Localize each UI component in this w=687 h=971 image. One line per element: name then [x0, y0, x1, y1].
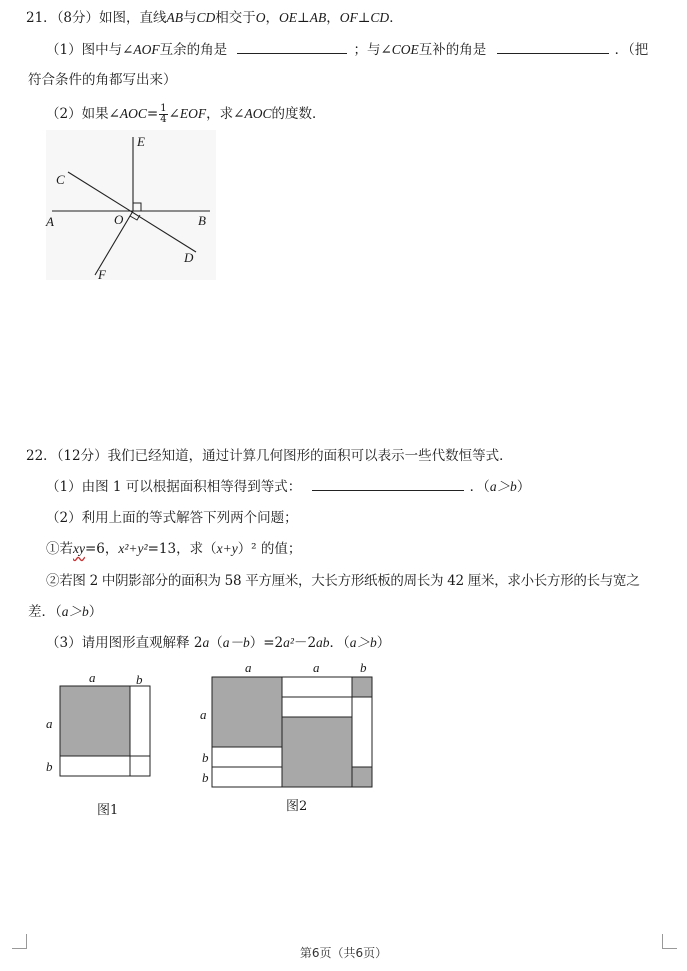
q22-s2-b: ）: [88, 604, 103, 620]
q21-of-cd: OF⊥CD: [339, 10, 390, 25]
fig2-strip-top-2: [282, 697, 352, 717]
q21-p2-aoc: AOC: [119, 106, 147, 121]
fig2-left-b2: b: [202, 770, 209, 785]
q21-fraction-den: 4: [160, 114, 167, 125]
q21-cd: CD: [196, 10, 216, 25]
q22-s2-cond: a＞b: [61, 604, 89, 619]
fig2-left-b1: b: [202, 750, 209, 765]
q22-p3-ab: ab: [316, 635, 330, 650]
q21-oe-ab: OE⊥AB: [279, 10, 327, 25]
q21-ab: AB: [166, 10, 184, 25]
q21-fraction-num: 1: [160, 103, 167, 114]
fig2-top-a1: a: [245, 660, 252, 675]
q22-p3-e: ．（: [329, 635, 350, 651]
fig1-left-a: a: [46, 716, 53, 731]
q21-p1-c: ；与∠: [353, 42, 392, 58]
fig1-top-b: b: [136, 672, 143, 687]
q22-p1-a: （1）由图 1 可以根据面积相等得到等式：: [46, 479, 302, 495]
q21-p2-eq: =: [146, 106, 159, 122]
q22-s1-xy: xy: [73, 541, 85, 556]
q22-p3-a: （3）请用图形直观解释 2: [46, 635, 203, 651]
q21-part1-line2: 符合条件的角都写出来）: [28, 72, 177, 88]
fig2-left-a: a: [200, 707, 207, 722]
fig2-shade-center: [282, 717, 352, 787]
page-footer: 第6页（共6页）: [299, 946, 388, 960]
fig21-label-a: A: [46, 214, 54, 229]
q21-number: 21．: [26, 10, 57, 26]
q22-s1-c: =13，求（: [147, 541, 217, 557]
q22-p3-b: （: [209, 635, 223, 651]
q22-number: 22．: [26, 448, 57, 464]
q21-p1-aof: AOF: [133, 42, 160, 57]
fig21-label-f: F: [98, 267, 106, 282]
q21-p2-c: ，求∠: [206, 106, 245, 122]
fig21-label-c: C: [56, 172, 65, 187]
q22-p1-c: ）: [516, 479, 531, 495]
q21-p1-b: 互余的角是: [159, 42, 228, 58]
fig2-shade-top-left: [212, 677, 282, 747]
q22-s1-d: ）² 的值；: [237, 541, 302, 557]
q22-p3-a2: a²: [283, 635, 294, 650]
q22-s1-xpy: x+y: [216, 541, 238, 556]
q22-p3-amb: a－b: [222, 635, 250, 650]
q22-s1-x2y2: x²+y²: [118, 541, 148, 556]
q21-comma1: ，: [265, 10, 280, 26]
fig2-strip-top-1: [282, 677, 352, 697]
fig1-left-b: b: [46, 759, 53, 774]
q22-p1-b: ．（: [469, 479, 490, 495]
q22-p3-f: ）: [376, 635, 391, 651]
fig2-strip-left-1: [212, 747, 282, 767]
q21-intro: 如图，直线: [99, 10, 167, 26]
fig2-shade-bottom-right: [352, 767, 372, 787]
q21-p2-eof: EOF: [179, 106, 207, 121]
q22-score: （12分）: [56, 448, 108, 464]
q22-sub2-line1: ②若图 2 中阴影部分的面积为 58 平方厘米，大长方形纸板的周长为 42 厘米，求小长方形的长与宽之: [46, 573, 640, 589]
q22-s2-a: 差．（: [28, 604, 62, 620]
q21-comma2: ，: [326, 10, 340, 26]
q21-p2-aoc2: AOC: [244, 106, 272, 121]
q21-p2-a: （2）如果∠: [46, 106, 120, 122]
fig2-top-b: b: [360, 660, 367, 675]
q21-p1-e: ．（把: [614, 42, 649, 58]
q22-p3-cond: a＞b: [349, 635, 377, 650]
fig2-strip-left-2: [212, 767, 282, 787]
fig1-top-a: a: [89, 670, 96, 685]
q21-p1-a: （1）图中与∠: [46, 42, 134, 58]
q21-and: 与: [183, 10, 197, 26]
fig21-label-o: O: [114, 212, 124, 227]
fig21-label-e: E: [137, 134, 145, 149]
q21-p2-b: ∠: [168, 106, 180, 122]
fig21-label-d: D: [184, 250, 194, 265]
fig2-strip-right: [352, 697, 372, 767]
q21-p1-d: 互补的角是: [418, 42, 487, 58]
fig2-shade-top-right: [352, 677, 372, 697]
q21-score: （8分）: [56, 10, 100, 26]
q21-intersect: 相交于: [215, 10, 256, 26]
q21-period: ．: [389, 10, 403, 26]
q22-intro: 我们已经知道，通过计算几何图形的面积可以表示一些代数恒等式．: [107, 448, 513, 464]
q22-p3-c: ）=2: [249, 635, 284, 651]
q22-p3-d: －2: [293, 635, 317, 651]
fig2-caption: 图2: [286, 799, 308, 814]
q22-s1-a: ①若: [46, 541, 73, 557]
fig2-top-a2: a: [313, 660, 320, 675]
q21-p1-coe: COE: [391, 42, 419, 57]
q21-o: O: [255, 10, 266, 25]
q22-part2: （2）利用上面的等式解答下列两个问题；: [46, 510, 298, 526]
fig21-label-b: B: [198, 213, 206, 228]
q22-p3-avar: a: [202, 635, 210, 650]
q22-p1-cond: a＞b: [489, 479, 517, 494]
fig1-caption: 图1: [97, 803, 119, 818]
q22-s1-b: =6，: [84, 541, 119, 557]
q21-p2-d: 的度数．: [271, 106, 326, 122]
